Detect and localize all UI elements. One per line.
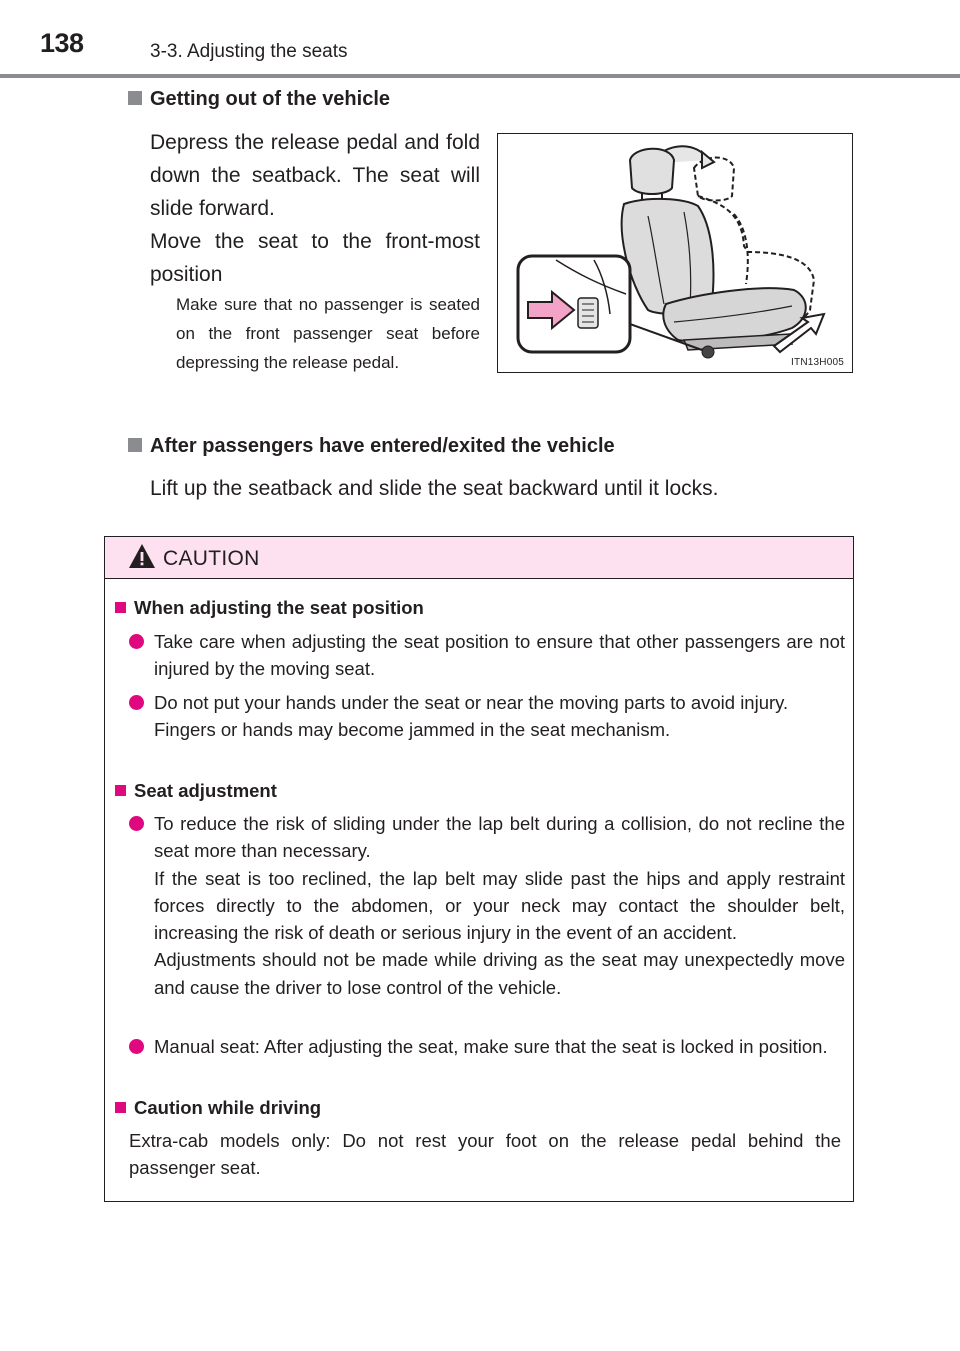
- caution-box: [104, 536, 854, 1202]
- heading-bullet-icon: [128, 91, 142, 105]
- bullet-dot-icon: [129, 695, 144, 710]
- figure-code: ITN13H005: [791, 357, 844, 368]
- caution-item: Manual seat: After adjusting the seat, make sure that the seat is locked in position.: [129, 1033, 845, 1060]
- step-fold-seatback: Depress the release pedal and fold down the seatback. The seat will slide forward.: [150, 131, 480, 220]
- caution-subheading: When adjusting the seat position: [115, 597, 424, 619]
- warning-triangle-icon: [127, 542, 157, 570]
- step-move-seat: Move the seat to the front-most position: [150, 230, 480, 286]
- note-passenger: Make sure that no passenger is seated on the front passenger seat before depressing the release pedal.: [176, 295, 480, 372]
- bullet-dot-icon: [129, 816, 144, 831]
- step-lift-seatback: Lift up the seatback and slide the seat backward until it locks.: [150, 477, 719, 500]
- bullet-dot-icon: [129, 1039, 144, 1054]
- subheading-bullet-icon: [115, 602, 126, 613]
- caution-title: CAUTION: [163, 547, 260, 570]
- heading-getting-out-text: Getting out of the vehicle: [150, 88, 391, 110]
- heading-bullet-icon: [128, 438, 142, 452]
- caution-item: Do not put your hands under the seat or near the moving parts to avoid injury. Fingers or hands may become jammed in the seat mechanism.: [129, 689, 845, 744]
- heading-after-passengers: [128, 435, 615, 458]
- caution-header: [105, 537, 853, 579]
- caution-item: To reduce the risk of sliding under the lap belt during a collision, do not recline the seat more than necessary. If the seat is too reclined, the lap belt may slide past the hips and apply restraint forces directly to the abdomen, or your neck may contact the shoulder belt, increasing the risk of death or serious injury in the event of an accident. Adjustments should not be made while driving as the seat may unexpectedly move and cause the driver to lose control of the vehicle.: [129, 810, 845, 1001]
- seat-release-pedal-illustration-icon: [498, 134, 853, 373]
- caution-subheading: Seat adjustment: [115, 780, 277, 802]
- caution-item: Extra-cab models only: Do not rest your foot on the release pedal behind the passenger seat.: [129, 1130, 841, 1179]
- bullet-dot-icon: [129, 634, 144, 649]
- caution-subheading: Caution while driving: [115, 1097, 321, 1119]
- subheading-bullet-icon: [115, 785, 126, 796]
- section-title: 3-3. Adjusting the seats: [150, 41, 348, 62]
- caution-item: Take care when adjusting the seat position to ensure that other passengers are not injured by the moving seat.: [129, 628, 845, 683]
- heading-after-passengers-text: After passengers have entered/exited the vehicle: [150, 435, 615, 457]
- heading-getting-out: [128, 88, 390, 111]
- seat-illustration: [497, 133, 853, 373]
- subheading-bullet-icon: [115, 1102, 126, 1113]
- header-divider: [0, 74, 960, 78]
- page-number: 138: [40, 28, 84, 58]
